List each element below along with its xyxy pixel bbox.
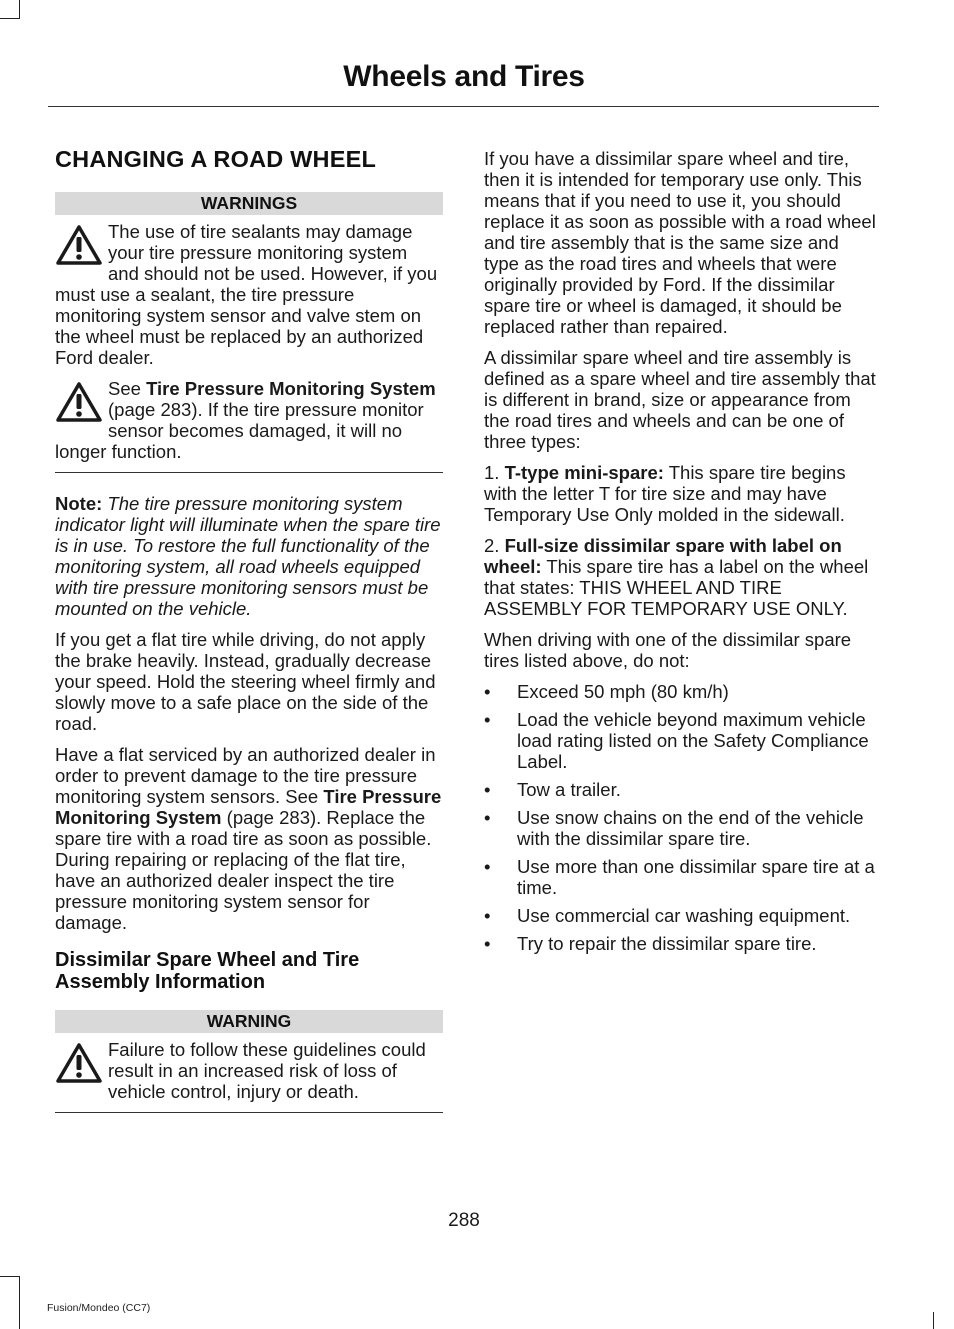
section-heading: CHANGING A ROAD WHEEL <box>55 146 377 172</box>
cross-reference-link[interactable]: Tire Pressure Monitoring System <box>55 786 442 828</box>
warning-triangle-icon <box>55 380 103 424</box>
paragraph: If you get a flat tire while driving, do not apply the brake heavily. Instead, gradually decrease your speed. Hold the steering wheel firmly and slowly move to a safe place on the side of the road. <box>55 629 436 734</box>
warning-text: The use of tire sealants may damage your tire pressure monitoring system and should not be used. However, if you must use a sealant, the tire pressure monitoring system sensor and valve stem on the wheel must be replaced by an authorized Ford dealer. <box>55 221 438 368</box>
paragraph: If you have a dissimilar spare wheel and tire, then it is intended for temporary use only. This means that if you need to use it, you should replace it as soon as possible with a road wheel and tire assembly that is the same size and type as the road tires and wheels that were originally provided by Ford. If the dissimilar spare tire or wheel is damaged, it should be replaced rather than repaired. <box>484 148 876 337</box>
list-item-text: Use commercial car washing equipment. <box>517 905 851 926</box>
bullet: • <box>484 807 491 828</box>
warning-text: Failure to follow these guidelines could result in an increased risk of loss of vehicle control, injury or death. <box>108 1039 426 1102</box>
page-number: 288 <box>448 1210 480 1231</box>
warning-triangle-icon <box>55 223 103 267</box>
bullet: • <box>484 681 491 702</box>
note-text: The tire pressure monitoring system indicator light will illuminate when the spare tire is in use. To restore the full functionality of the monitoring system, all road wheels equipped with tire pressure monitoring sensors must be mounted on the vehicle. <box>55 493 441 619</box>
spare-type-item <box>484 535 876 619</box>
list-item-text: Try to repair the dissimilar spare tire. <box>517 933 817 954</box>
left-column <box>55 146 443 1137</box>
paragraph: When driving with one of the dissimilar spare tires listed above, do not: <box>484 629 852 671</box>
warning-item <box>55 221 443 368</box>
bullet: • <box>484 779 491 800</box>
list-item <box>484 933 876 954</box>
list-item <box>484 681 876 702</box>
list-item-text: Load the vehicle beyond maximum vehicle load rating listed on the Safety Compliance Label. <box>517 709 869 772</box>
warning-text-pre: See <box>108 378 147 399</box>
crop-mark <box>19 1276 20 1329</box>
list-item <box>484 856 876 898</box>
bullet: • <box>484 856 491 877</box>
header-rule <box>48 106 879 107</box>
list-item <box>484 905 876 926</box>
paragraph <box>55 744 443 933</box>
warnings-header: WARNINGS <box>55 192 443 215</box>
list-item-text: Use snow chains on the end of the vehicle with the dissimilar spare tire. <box>517 807 864 849</box>
warning-item <box>55 1039 443 1102</box>
warning-triangle-icon <box>55 1041 103 1085</box>
spare-type-label: T-type mini-spare: <box>504 462 664 483</box>
list-item <box>484 779 876 800</box>
bullet: • <box>484 933 491 954</box>
item-number: 1. <box>484 462 505 483</box>
warning-box <box>55 1010 443 1113</box>
paragraph-text: (page 283). Replace the spare tire with a road tire as soon as possible. During repairing or replacing of the flat tire, have an authorized dealer inspect the tire pressure monitoring system sensor for damage. <box>55 807 432 933</box>
do-not-list <box>484 681 876 954</box>
list-item-text: Use more than one dissimilar spare tire at a time. <box>517 856 875 898</box>
crop-mark <box>0 1276 20 1277</box>
warnings-box <box>55 192 443 473</box>
warning-item <box>55 378 443 462</box>
note-paragraph <box>55 493 443 619</box>
cross-reference-link[interactable]: Tire Pressure Monitoring System <box>146 378 436 399</box>
warning-header: WARNING <box>55 1010 443 1033</box>
list-item <box>484 807 876 849</box>
spare-type-label: Full-size dissimilar spare with label on wheel: <box>484 535 842 577</box>
paragraph: A dissimilar spare wheel and tire assembly is defined as a spare wheel and tire assembly that is different in brand, size or appearance from the road tires and wheels and can be one of three types: <box>484 347 876 452</box>
list-item-text: Exceed 50 mph (80 km/h) <box>517 681 729 702</box>
spare-type-text: This spare tire begins with the letter T for tire size and may have Temporary Use Only molded in the sidewall. <box>484 462 846 525</box>
right-column <box>484 148 876 961</box>
item-number: 2. <box>484 535 505 556</box>
note-label: Note: <box>55 493 103 514</box>
list-item <box>484 709 876 772</box>
list-item-text: Tow a trailer. <box>517 779 621 800</box>
bullet: • <box>484 905 491 926</box>
footer-model: Fusion/Mondeo (CC7) <box>47 1302 151 1314</box>
sub-heading: Dissimilar Spare Wheel and Tire Assembly Information <box>55 949 360 993</box>
crop-mark <box>933 1312 934 1329</box>
paragraph-text: Have a flat serviced by an authorized dealer in order to prevent damage to the tire pressure monitoring system sensors. See <box>55 744 436 807</box>
crop-mark <box>0 18 20 19</box>
spare-type-item <box>484 462 876 525</box>
page-header-title: Wheels and Tires <box>343 60 585 93</box>
warning-text-post: (page 283). If the tire pressure monitor sensor becomes damaged, it will no longer function. <box>55 399 424 462</box>
crop-mark <box>19 0 20 19</box>
bullet: • <box>484 709 491 730</box>
spare-type-text: This spare tire has a label on the wheel that states: THIS WHEEL AND TIRE ASSEMBLY FOR TEMPORARY USE ONLY. <box>484 556 869 619</box>
